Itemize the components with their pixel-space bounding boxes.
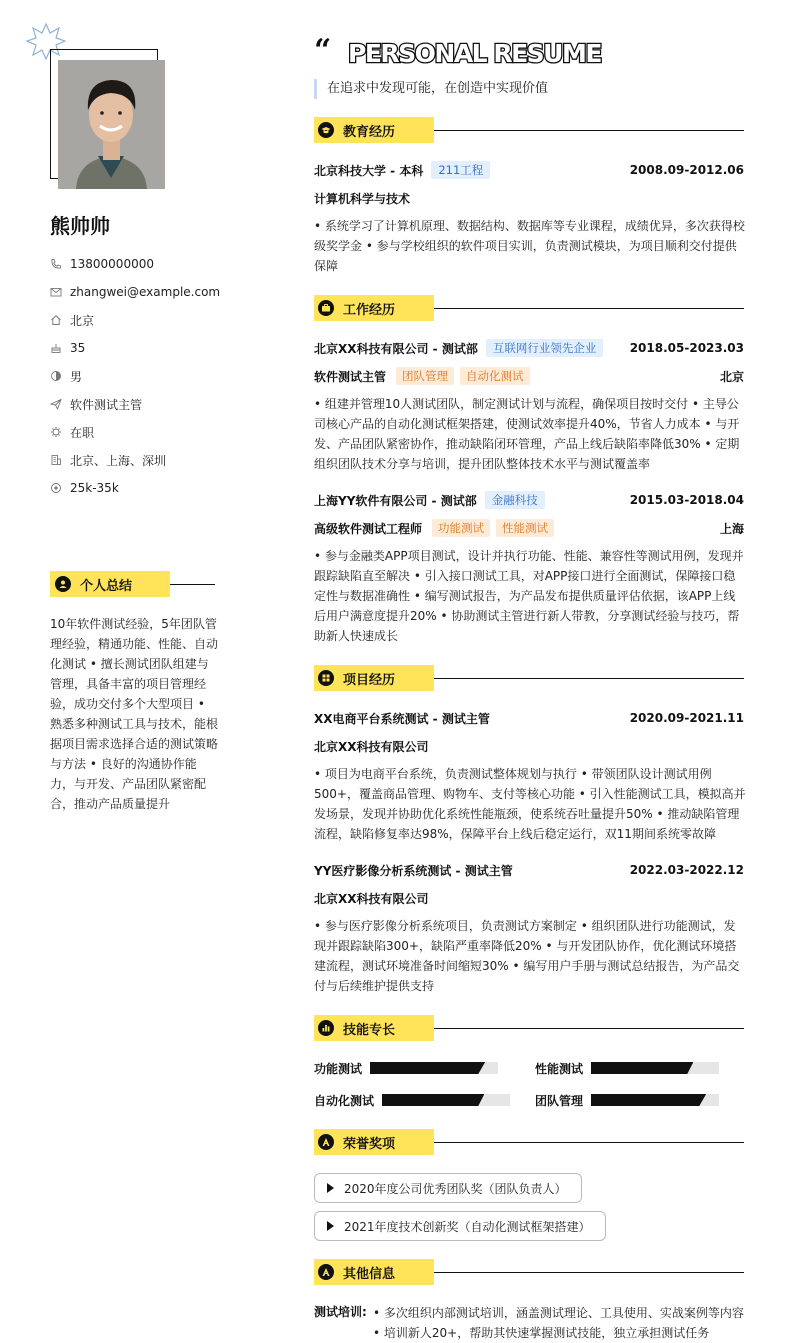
section-tag (314, 295, 434, 321)
section-divider (434, 678, 744, 679)
project-company-row (314, 736, 744, 756)
skill-bar-fill (591, 1062, 693, 1074)
project-company: 北京XX科技有限公司 (314, 891, 429, 906)
work-row (314, 338, 744, 358)
work-desc: • 参与金融类APP项目测试，设计并执行功能、性能、兼容性等测试用例，发现并跟踪缺陷直至解决 • 引入接口测试工具，对APP接口进行全面测试，保障接口稳定性与数据准确性 • 编写测试报告，为产品发布提供质量评估依据，该APP上线后用户满意度提升20% • 协助测试主管进行新人带教，分享测试经验与技巧，帮助新人快速成长 (314, 549, 744, 643)
gender-icon (50, 370, 62, 382)
info-text: 男 (70, 369, 83, 384)
resume-title (314, 30, 624, 72)
role-row (314, 518, 744, 538)
skills-section-header (314, 1015, 744, 1043)
skill-name: 功能测试 (314, 1061, 363, 1076)
info-text: 25k-35k (70, 481, 119, 495)
section-divider (434, 308, 744, 309)
section-title: 其他信息 (343, 1266, 396, 1282)
info-text: zhangwei@example.com (70, 285, 221, 299)
education-date: 2008.09-2012.06 (629, 163, 744, 177)
info-status (50, 418, 250, 446)
other-label: 测试培训: (314, 1305, 367, 1319)
money-icon (50, 482, 62, 494)
info-phone (50, 250, 250, 278)
major-row (314, 188, 744, 208)
work-city: 北京 (719, 369, 744, 384)
motto: 在追求中发现可能，在创造中实现价值 (314, 79, 548, 99)
home-icon (50, 314, 62, 326)
info-salary (50, 474, 250, 502)
summary-text: 10年软件测试经验，5年团队管理经验，精通功能、性能、自动化测试 • 擅长测试团队组建与管理，具备丰富的项目管理经验，成功交付多个大型项目 • 熟悉多种测试工具与技术，能根据项目需求选择合适的测试策略与方法 • 良好的沟通协作能力，与开发、产品团队紧密配合，推动产品质量提升 (50, 617, 219, 811)
skill-name: 团队管理 (535, 1093, 584, 1108)
project-desc: • 参与医疗影像分析系统项目，负责测试方案制定 • 组织团队进行功能测试，发现并跟踪缺陷300+，缺陷严重率降低20% • 与开发团队协作，优化测试环境搭建流程，测试环境准备时间缩短30% • 编写用户手册与测试总结报告，为产品交付与后续维护提供支持 (314, 919, 740, 993)
work-city: 上海 (719, 521, 744, 536)
award-item (314, 1211, 606, 1241)
other-line: • 培训新人20+，帮助其快速掌握测试技能，独立承担测试任务 (373, 1326, 710, 1340)
skill-tag: 自动化测试 (460, 367, 530, 385)
skill-bar (382, 1094, 510, 1106)
section-title: 个人总结 (80, 578, 133, 594)
user-icon (55, 576, 71, 592)
section-tag (50, 571, 170, 597)
info-text: 北京、上海、深圳 (70, 453, 167, 468)
phone-icon (50, 258, 62, 270)
section-divider (434, 130, 744, 131)
award-icon (318, 1134, 334, 1150)
info-email (50, 278, 250, 306)
section-tag (314, 1129, 434, 1155)
project-date: 2020.09-2021.11 (629, 711, 744, 725)
skill-bar (370, 1062, 498, 1074)
skill-item (535, 1090, 719, 1110)
work-row (314, 490, 744, 510)
skill-item (535, 1058, 719, 1078)
info-text: 北京 (70, 313, 95, 328)
company-tag: 金融科技 (485, 491, 545, 509)
company-name: 北京XX科技有限公司 - 测试部 (314, 341, 478, 356)
svg-text:“: “ (314, 33, 332, 68)
info-text: 13800000000 (70, 257, 154, 271)
projects-section-header (314, 665, 744, 693)
briefcase-icon (318, 300, 334, 316)
work-desc: • 组建并管理10人测试团队，制定测试计划与流程，确保项目按时交付 • 主导公司核心产品的自动化测试框架搭建，使测试效率提升40%，节省人力成本 • 与开发、产品团队紧密协作，推动缺陷闭环管理，产品上线后缺陷率降低30% • 定期组织团队技术分享与培训，提升团队整体技术水平与测试覆盖率 (314, 397, 740, 471)
project-row (314, 708, 744, 728)
profile-name: 熊帅帅 (50, 214, 110, 238)
section-divider (434, 1142, 744, 1143)
project-row (314, 860, 744, 880)
info-position (50, 390, 250, 418)
awards-section-header (314, 1129, 744, 1157)
other-text (373, 1303, 753, 1343)
work-date: 2018.05-2023.03 (629, 341, 744, 355)
info-text: 35 (70, 341, 86, 355)
award-text: 2021年度技术创新奖（自动化测试框架搭建） (344, 1219, 591, 1234)
school-tag: 211工程 (431, 161, 490, 179)
section-divider (170, 584, 215, 585)
skill-name: 性能测试 (535, 1061, 584, 1076)
triangle-icon (327, 1221, 334, 1231)
work-section-header (314, 295, 744, 323)
skill-bar (591, 1094, 719, 1106)
role: 高级软件测试工程师 (314, 521, 423, 536)
bar-chart-icon (318, 1020, 334, 1036)
summary-section-header (50, 571, 215, 599)
send-icon (50, 398, 62, 410)
info-gender (50, 362, 250, 390)
skill-tag: 功能测试 (432, 519, 490, 537)
section-title: 教育经历 (343, 124, 396, 140)
section-divider (434, 1028, 744, 1029)
status-icon (50, 426, 62, 438)
major: 计算机科学与技术 (314, 191, 411, 206)
project-desc: • 项目为电商平台系统，负责测试整体规划与执行 • 带领团队设计测试用例500+，覆盖商品管理、购物车、支付等核心功能 • 引入性能测试工具，模拟高并发场景，发现并协助优化系统性能瓶颈，使系统吞吐量提升50% • 推动缺陷管理流程，缺陷修复率达98%，保障平台上线后稳定运行，双11期间系统零故障 (314, 767, 746, 841)
skill-tag: 团队管理 (396, 367, 454, 385)
contact-info-list (50, 250, 250, 502)
skill-bar (591, 1062, 719, 1074)
project-company: 北京XX科技有限公司 (314, 739, 429, 754)
info-text: 在职 (70, 425, 95, 440)
section-tag (314, 665, 434, 691)
graduation-cap-icon (318, 122, 334, 138)
info-age (50, 334, 250, 362)
education-desc: • 系统学习了计算机原理、数据结构、数据库等专业课程，成绩优异，多次获得校级奖学金 • 参与学校组织的软件项目实训，负责测试模块，为项目顺利交付提供保障 (314, 219, 745, 273)
role-row (314, 366, 744, 386)
company-tag: 互联网行业领先企业 (486, 339, 604, 357)
info-city (50, 306, 250, 334)
section-tag (314, 1259, 434, 1285)
project-name: YY医疗影像分析系统测试 - 测试主管 (314, 863, 513, 878)
avatar (58, 60, 165, 189)
award-item (314, 1173, 582, 1203)
info-locations (50, 446, 250, 474)
section-title: 技能专长 (343, 1022, 396, 1038)
info-text: 软件测试主管 (70, 397, 143, 412)
section-title: 荣誉奖项 (343, 1136, 396, 1152)
section-title: 工作经历 (343, 302, 396, 318)
project-date: 2022.03-2022.12 (629, 863, 744, 877)
section-divider (434, 1272, 744, 1273)
section-tag (314, 117, 434, 143)
school-name: 北京科技大学 - 本科 (314, 163, 424, 178)
building-icon (50, 454, 62, 466)
grid-icon (318, 670, 334, 686)
education-section-header (314, 117, 744, 145)
skill-name: 自动化测试 (314, 1093, 375, 1108)
company-name: 上海YY软件有限公司 - 测试部 (314, 493, 477, 508)
section-title: 项目经历 (343, 672, 396, 688)
skill-bar-fill (382, 1094, 484, 1106)
work-date: 2015.03-2018.04 (629, 493, 744, 507)
triangle-icon (327, 1183, 334, 1193)
skill-item (314, 1090, 510, 1110)
other-line: • 多次组织内部测试培训，涵盖测试理论、工具使用、实战案例等内容 (373, 1306, 744, 1320)
skill-bar-fill (591, 1094, 706, 1106)
other-section-header (314, 1259, 744, 1287)
project-company-row (314, 888, 744, 908)
skill-item (314, 1058, 498, 1078)
svg-text:PERSONAL RESUME: PERSONAL RESUME (348, 39, 601, 68)
skill-bar-fill (370, 1062, 485, 1074)
skill-tag: 性能测试 (496, 519, 554, 537)
role: 软件测试主管 (314, 369, 387, 384)
mail-icon (50, 286, 62, 298)
award-icon (318, 1264, 334, 1280)
award-text: 2020年度公司优秀团队奖（团队负责人） (344, 1181, 567, 1196)
project-name: XX电商平台系统测试 - 测试主管 (314, 711, 490, 726)
section-tag (314, 1015, 434, 1041)
cake-icon (50, 342, 62, 354)
education-row (314, 160, 744, 180)
